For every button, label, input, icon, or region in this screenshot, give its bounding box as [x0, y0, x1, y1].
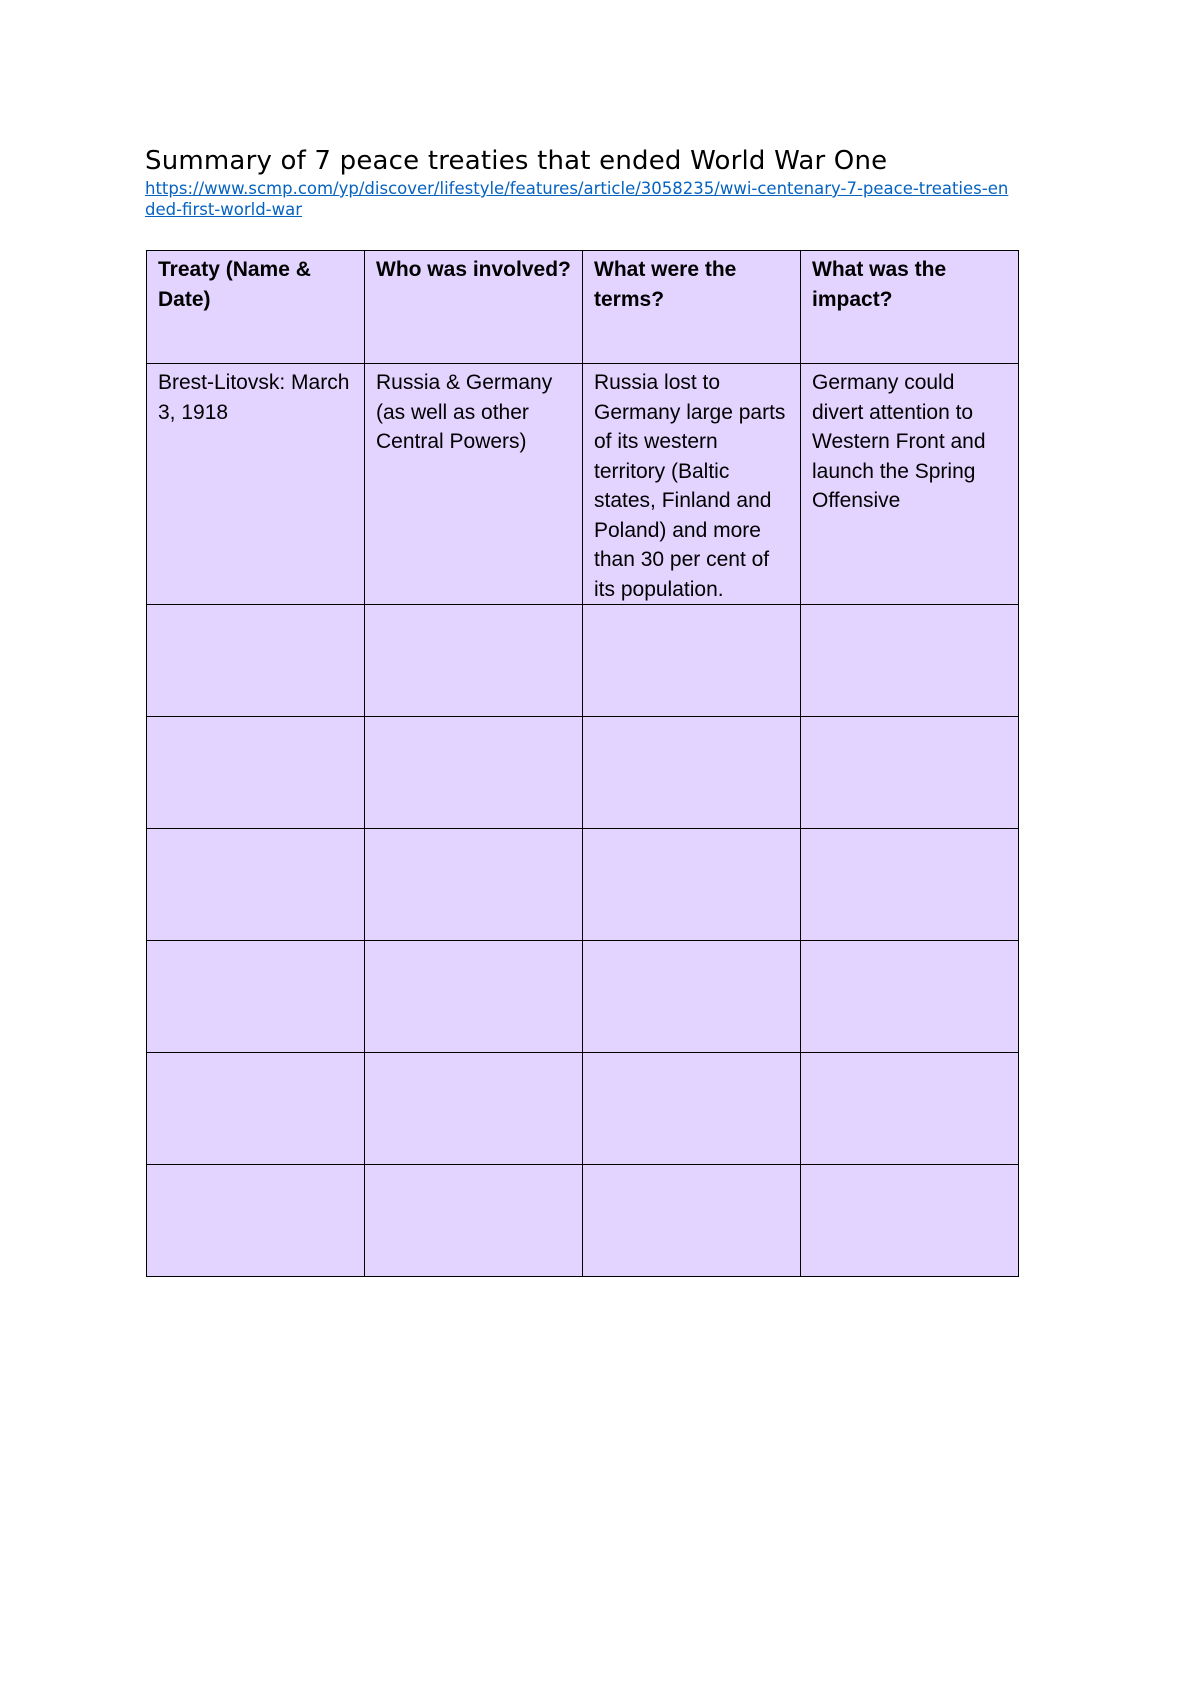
table-header-row — [147, 251, 1019, 364]
table-cell: Brest-Litovsk: March 3, 1918 — [147, 364, 365, 605]
table-cell[interactable] — [147, 1053, 365, 1165]
source-link[interactable]: https://www.scmp.com/yp/discover/lifestyle/features/article/3058235/wwi-centenary-7-peace-treaties-ended-first-world-war — [145, 179, 1009, 219]
table-cell[interactable] — [365, 1165, 583, 1277]
treaties-table — [146, 250, 1019, 1277]
header-cell-involved: Who was involved? — [365, 251, 583, 364]
table-cell[interactable] — [583, 605, 801, 717]
table-row — [147, 941, 1019, 1053]
table-cell[interactable] — [801, 605, 1019, 717]
table-cell[interactable] — [801, 717, 1019, 829]
table-cell[interactable] — [365, 941, 583, 1053]
table-cell: Germany could divert attention to Western Front and launch the Spring Offensive — [801, 364, 1019, 605]
table-row — [147, 605, 1019, 717]
table-cell[interactable] — [583, 717, 801, 829]
header-cell-terms: What were the terms? — [583, 251, 801, 364]
table-cell[interactable] — [147, 1165, 365, 1277]
table-row — [147, 717, 1019, 829]
page-title: Summary of 7 peace treaties that ended World War One — [145, 146, 888, 176]
table-cell[interactable] — [365, 829, 583, 941]
header-cell-impact: What was the impact? — [801, 251, 1019, 364]
table-row — [147, 364, 1019, 605]
table-cell: Russia lost to Germany large parts of its western territory (Baltic states, Finland and Poland) and more than 30 per cent of its population. — [583, 364, 801, 605]
table-row — [147, 1165, 1019, 1277]
table-cell[interactable] — [801, 1053, 1019, 1165]
table-cell[interactable] — [801, 829, 1019, 941]
table-cell[interactable] — [147, 605, 365, 717]
table-cell[interactable] — [147, 941, 365, 1053]
table-cell[interactable] — [365, 605, 583, 717]
table-cell[interactable] — [583, 941, 801, 1053]
table-cell[interactable] — [583, 829, 801, 941]
table-cell[interactable] — [801, 941, 1019, 1053]
table-cell[interactable] — [147, 829, 365, 941]
header-cell-treaty: Treaty (Name & Date) — [147, 251, 365, 364]
table-cell: Russia & Germany (as well as other Central Powers) — [365, 364, 583, 605]
table-cell[interactable] — [365, 717, 583, 829]
table-cell[interactable] — [583, 1053, 801, 1165]
table-cell[interactable] — [583, 1165, 801, 1277]
table-cell[interactable] — [365, 1053, 583, 1165]
table-row — [147, 829, 1019, 941]
table-row — [147, 1053, 1019, 1165]
table-cell[interactable] — [801, 1165, 1019, 1277]
table-cell[interactable] — [147, 717, 365, 829]
